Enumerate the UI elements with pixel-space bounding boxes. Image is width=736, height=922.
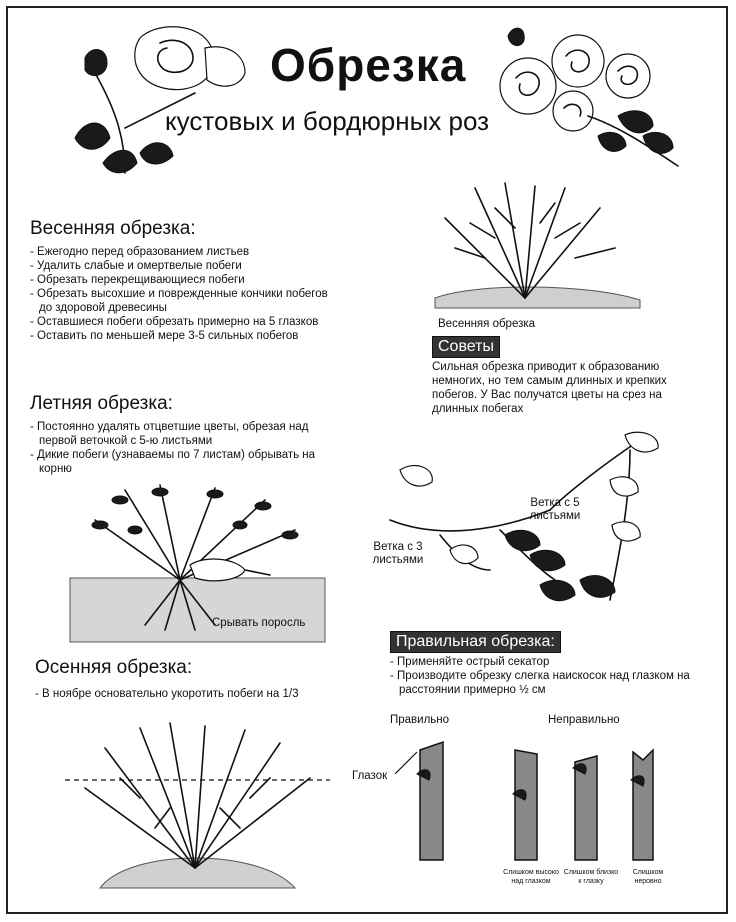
- summer-heading: Летняя обрезка:: [30, 393, 173, 414]
- caption-too-high: Слишком высоко над глазком: [503, 869, 559, 885]
- page-title: Обрезка: [270, 39, 467, 91]
- correct-pruning-tag: Правильная обрезка:: [390, 631, 561, 653]
- list-item: - Удалить слабые и омертвелые побеги: [30, 259, 340, 273]
- spring-bush-stems: [445, 183, 615, 298]
- caption-uneven: Слишком неровно: [632, 869, 664, 885]
- list-item: - Обрезать высохшие и поврежденные кончики побегов до здоровой древесины: [30, 287, 340, 315]
- branch-stems: [390, 440, 640, 600]
- stem-uneven: [631, 750, 653, 860]
- autumn-heading: Осенняя обрезка:: [35, 657, 193, 678]
- list-item: - В ноябре основательно укоротить побеги на 1/3: [35, 687, 355, 701]
- summer-image-caption: Срывать поросль: [212, 617, 306, 629]
- stem-too-close: [573, 756, 597, 860]
- autumn-pruning-illustration: [60, 718, 335, 893]
- rose-leaves-right: [588, 111, 678, 166]
- branch-five-label: Ветка с 5 листьями: [529, 497, 581, 522]
- tips-text: Сильная обрезка приводит к образованию немногих, но тем самым длинных и крепких побегов. У Вас получатся цветы на срез на длинных побегах: [432, 361, 667, 415]
- bud-pointer: [395, 752, 417, 774]
- label-incorrect: Неправильно: [548, 714, 620, 726]
- spring-image-caption: Весенняя обрезка: [438, 318, 536, 330]
- caption-too-close: Слишком близко к глазку: [563, 869, 619, 885]
- list-item: - Дикие побеги (узнаваемы по 7 листам) обрывать на корню: [30, 448, 330, 476]
- list-item: - Оставшиеся побеги обрезать примерно на 5 глазков: [30, 315, 340, 329]
- rose-illustration-right: [478, 16, 688, 181]
- page-subtitle: кустовых и бордюрных роз: [165, 106, 490, 136]
- summer-list: [30, 420, 330, 476]
- cut-examples-illustration: [395, 730, 685, 870]
- correct-pruning-list: [390, 655, 710, 697]
- tips-tag: Советы: [432, 336, 500, 358]
- rose-bloom-left: [85, 27, 245, 90]
- autumn-list: [35, 687, 355, 701]
- label-bud: Глазок: [352, 770, 388, 782]
- list-item: - Оставить по меньшей мере 3-5 сильных побегов: [30, 329, 340, 343]
- spring-heading: Весенняя обрезка:: [30, 218, 196, 239]
- list-item: - Обрезать перекрещивающиеся побеги: [30, 273, 340, 287]
- stem-too-high: [513, 750, 537, 860]
- rose-illustration-left: [55, 18, 270, 178]
- list-item: - Применяйте острый секатор: [390, 655, 710, 669]
- branch-three-label: Ветка с 3 листьями: [372, 541, 424, 566]
- autumn-bush-stems: [85, 723, 310, 868]
- spring-pruning-illustration: [415, 178, 650, 318]
- list-item: - Производите обрезку слегка наискосок над глазком на расстоянии примерно ½ см: [390, 669, 710, 697]
- list-item: - Ежегодно перед образованием листьев: [30, 245, 340, 259]
- list-item: - Постоянно удалять отцветшие цветы, обрезая над первой веточкой с 5-ю листьями: [30, 420, 330, 448]
- spring-list: [30, 245, 340, 343]
- summer-bush-leaves: [92, 488, 298, 539]
- label-correct: Правильно: [390, 714, 450, 726]
- stem-correct: [417, 742, 443, 860]
